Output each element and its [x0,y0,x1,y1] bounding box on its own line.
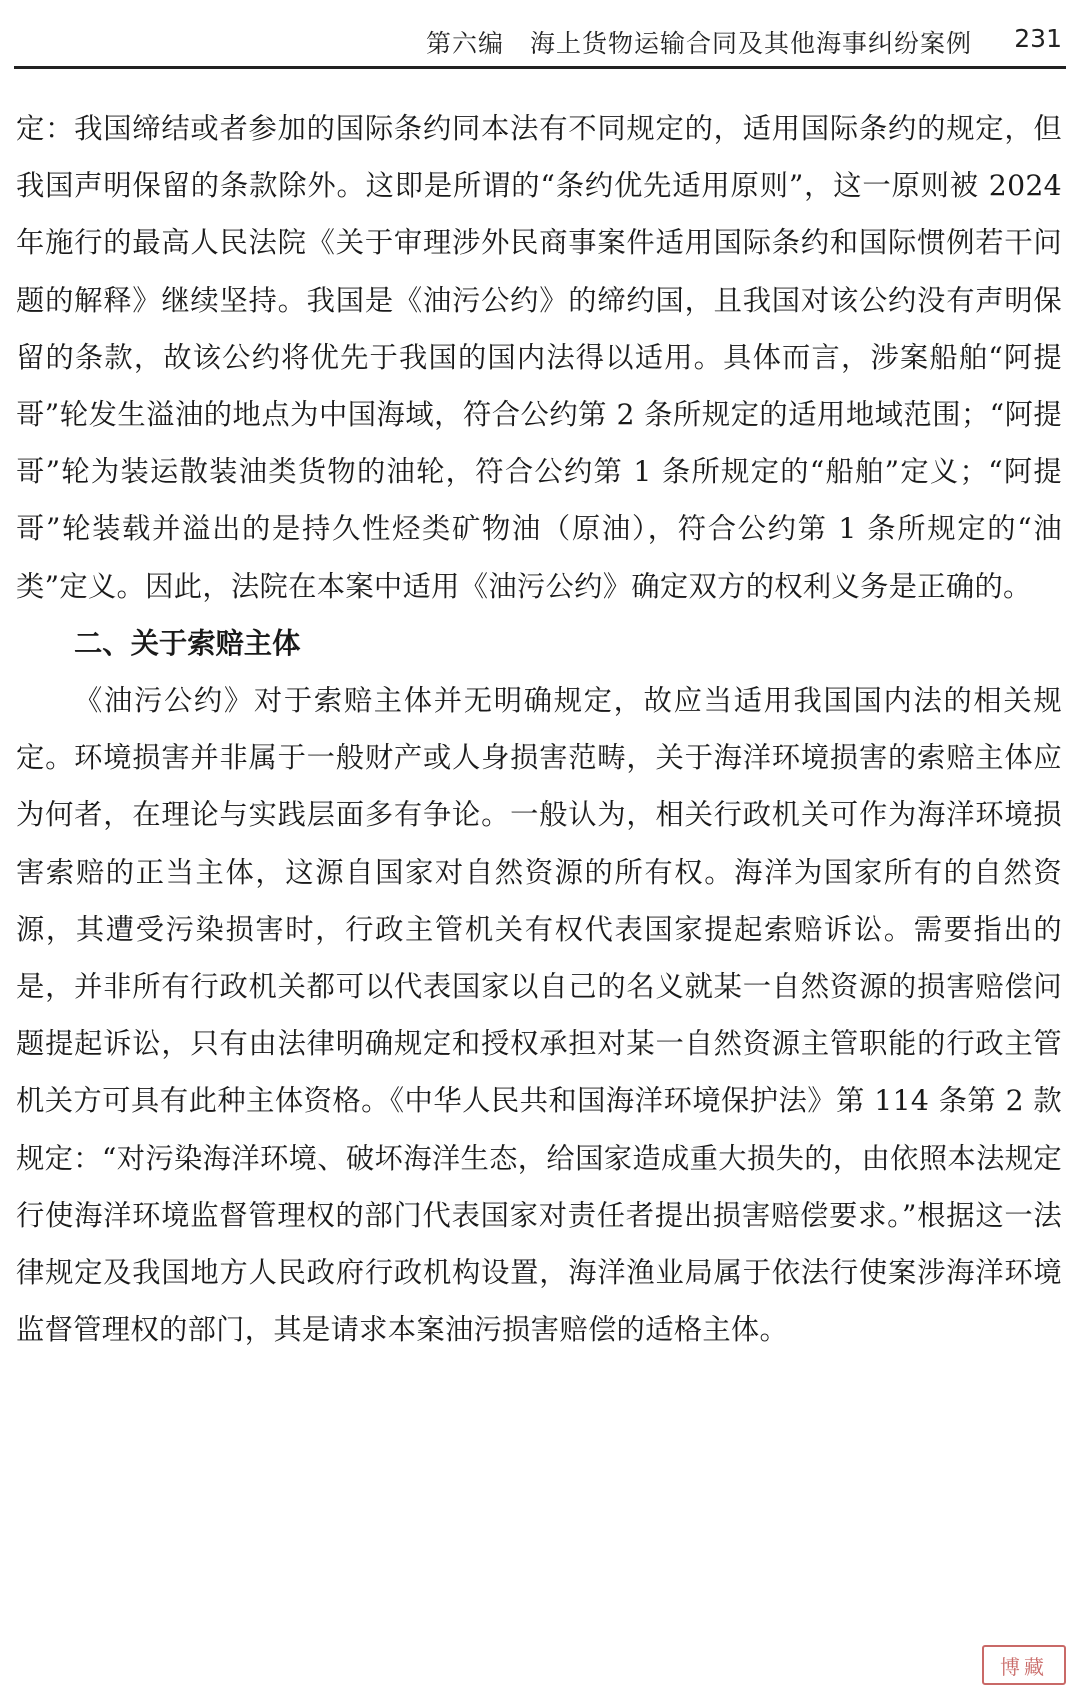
section-heading: 二、关于索赔主体 [74,626,301,660]
running-header [0,0,1080,66]
body-paragraph: 《油污公约》对于索赔主体并无明确规定，故应当适用我国国内法的相关规定。环境损害并非属于一般财产或人身损害范畴，关于海洋环境损害的索赔主体应为何者，在理论与实践层面多有争论。一般认为，相关行政机关可作为海洋环境损害索赔的正当主体，这源自国家对自然资源的所有权。海洋为国家所有的自然资源，其遭受污染损害时，行政主管机关有权代表国家提起索赔诉讼。需要指出的是，并非所有行政机关都可以代表国家以自己的名义就某一自然资源的损害赔偿问题提起诉讼，只有由法律明确规定和授权承担对某一自然资源主管职能的行政主管机关方可具有此种主体资格。《中华人民共和国海洋环境保护法》第 114 条第 2 款规定：“对污染海洋环境、破坏海洋生态，给国家造成重大损失的，由依照本法规定行使海洋环境监督管理权的部门代表国家对责任者提出损害赔偿要求。”根据这一法律规定及我国地方人民政府行政机构设置，海洋渔业局属于依法行使案涉海洋环境监督管理权的部门，其是请求本案油污损害赔偿的适格主体。 [16,684,1062,1347]
header-title: 海上货物运输合同及其他海事纠纷案例 [529,29,972,58]
page-body [16,100,1062,1358]
running-header-title [426,24,972,60]
header-divider [14,66,1066,69]
page-number: 231 [1014,24,1062,53]
header-part: 第六编 [425,29,504,58]
body-paragraph: 定：我国缔结或者参加的国际条约同本法有不同规定的，适用国际条约的规定，但我国声明保留的条款除外。这即是所谓的“条约优先适用原则”，这一原则被 2024 年施行的最高人民法院《关于审理涉外民商事案件适用国际条约和国际惯例若干问题的解释》继续坚持。我国是《油污公约》的缔约国，且我国对该公约没有声明保留的条款，故该公约将优先于我国的国内法得以适用。具体而言，涉案船舶“阿提哥”轮发生溢油的地点为中国海域，符合公约第 2 条所规定的适用地域范围；“阿提哥”轮为装运散装油类货物的油轮，符合公约第 1 条所规定的“船舶”定义；“阿提哥”轮装载并溢出的是持久性烃类矿物油（原油），符合公约第 1 条所规定的“油类”定义。因此，法院在本案中适用《油污公约》确定双方的权利义务是正确的。 [16,112,1062,603]
stamp-text: 博藏 [1000,1654,1048,1679]
watermark-stamp [982,1645,1066,1685]
